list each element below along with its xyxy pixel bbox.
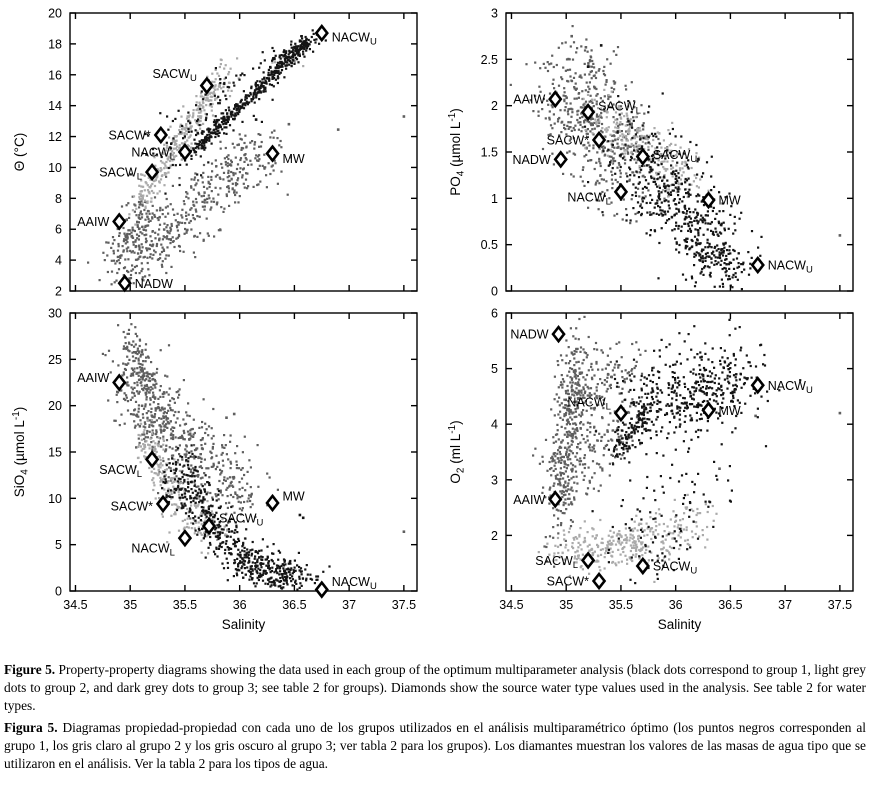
water-type-label-aaiw: AAIW <box>77 371 110 385</box>
y-tick-label: 20 <box>48 399 62 414</box>
y-tick-label: 6 <box>491 306 498 321</box>
outlier-point <box>718 467 721 470</box>
water-type-diamond-nadw <box>553 327 564 341</box>
water-type-label-mw: MW <box>282 489 305 504</box>
caption-english <box>4 661 866 714</box>
x-tick-label: 36.5 <box>282 598 307 612</box>
water-type-label-nacw-u: $NACW_U$ <box>767 378 813 396</box>
water-type-label-nacw-u: $NACW_U$ <box>767 258 813 276</box>
x-tick-label: 34.5 <box>499 598 524 612</box>
x-tick-label: 37.5 <box>391 598 417 612</box>
water-type-label-nadw: NADW <box>134 276 173 291</box>
outlier-point <box>754 415 757 418</box>
y-tick-label: 4 <box>491 417 498 432</box>
axis-tick-labels <box>447 7 498 299</box>
outlier-point <box>302 517 305 520</box>
y-tick-label: 10 <box>48 491 62 506</box>
x-axis-title: Salinity <box>221 617 266 632</box>
water-type-label-sacw-l: $SACW_L$ <box>535 553 579 571</box>
outlier-point <box>403 115 406 118</box>
y-tick-label: 10 <box>48 160 62 175</box>
outlier-point <box>299 514 302 517</box>
water-type-diamond-sacw <box>594 574 605 588</box>
water-type-diamond-sacw-u <box>637 559 648 573</box>
caption-text-english: Property-property diagrams showing the data used in each group of the optimum multiparameter analysis (black dots correspond to group 1, light grey dots to group 2, and dark grey dots to group 3; see table 2 for groups). Diamonds show the source water type values used in the analysis. See table 2 for water types. <box>4 662 866 713</box>
outlier-point <box>403 530 406 533</box>
water-type-label-nacw-l: $NACW_L$ <box>567 395 611 413</box>
y-tick-label: 20 <box>48 6 62 21</box>
x-tick-label: 36 <box>668 598 683 612</box>
water-type-label-nacw-u: $NACW_U$ <box>331 575 377 593</box>
x-axis-title: Salinity <box>657 617 702 632</box>
water-type-diamond-mw <box>267 147 278 161</box>
water-type-diamond-aaiw <box>550 92 561 106</box>
y-tick-label: 15 <box>48 445 62 460</box>
water-type-label-nadw: NADW <box>512 152 551 167</box>
water-type-label-mw: MW <box>718 193 741 208</box>
x-tick-label: 35 <box>123 598 138 612</box>
y-axis-title: $O_2$ (ml $L^{-1}$) <box>447 420 467 484</box>
caption-label-spanish: Figura 5. <box>4 720 58 736</box>
y-tick-label: 6 <box>55 222 62 237</box>
y-tick-label: 14 <box>48 99 62 114</box>
y-tick-label: 8 <box>55 191 62 206</box>
water-type-label-mw: MW <box>718 403 741 418</box>
x-tick-label: 35 <box>559 598 574 612</box>
water-type-diamond-sacw <box>155 128 166 142</box>
water-type-label-nacw-l: $NACW_L$ <box>131 541 175 559</box>
scatter-group-1 <box>592 319 802 584</box>
y-tick-label: 0 <box>55 584 62 599</box>
y-tick-label: 0 <box>491 284 498 299</box>
y-tick-label: 12 <box>48 130 62 145</box>
x-tick-label: 37.5 <box>827 598 853 612</box>
water-type-label-sacw-l: $SACW_L$ <box>598 99 641 117</box>
water-type-diamond-nacw-u <box>752 378 763 392</box>
y-tick-label: 18 <box>48 37 62 52</box>
water-type-diamond-mw <box>703 403 714 417</box>
outlier-point <box>585 46 588 49</box>
x-tick-label: 36 <box>232 598 247 612</box>
water-type-label-sacw-u: $SACW_U$ <box>652 148 698 166</box>
water-type-diamond-sacw-u <box>201 79 212 93</box>
y-tick-label: 1.5 <box>480 145 498 160</box>
x-tick-label: 35.5 <box>608 598 634 612</box>
y-tick-label: 5 <box>55 538 62 553</box>
outlier-point <box>587 65 590 68</box>
water-type-label-aaiw: AAIW <box>77 215 110 229</box>
water-type-diamond-nacw-l <box>615 185 626 199</box>
x-tick-label: 37 <box>342 598 357 612</box>
x-tick-label: 37 <box>778 598 793 612</box>
water-type-label-sacw-u: $SACW_U$ <box>152 67 197 85</box>
y-tick-label: 3 <box>491 6 498 21</box>
water-type-label-sacw: SACW* <box>108 128 151 143</box>
outlier-point <box>337 128 340 131</box>
outlier-point <box>839 234 842 237</box>
axis-tick-labels <box>12 7 62 299</box>
y-tick-label: 2 <box>55 284 62 299</box>
water-type-label-nacw-l: $NACW_L$ <box>131 145 175 163</box>
y-tick-label: 25 <box>48 352 62 367</box>
y-tick-label: 30 <box>48 306 62 321</box>
plot-svg-po4 <box>436 0 872 300</box>
water-type-diamond-nacw-u <box>752 258 763 272</box>
x-tick-label: 34.5 <box>63 598 88 612</box>
water-type-label-sacw: SACW* <box>110 499 154 514</box>
water-type-label-nacw-l: $NACW_L$ <box>567 190 611 208</box>
outlier-point <box>233 413 236 416</box>
axis-tick-labels <box>447 307 852 633</box>
water-type-label-aaiw: AAIW <box>513 492 546 507</box>
outlier-point <box>570 35 573 38</box>
plot-panel-o2-salinity <box>436 300 872 635</box>
y-tick-label: 2 <box>491 528 498 543</box>
water-type-label-sacw-l: $SACW_L$ <box>99 165 143 183</box>
caption-spanish <box>4 719 866 772</box>
outlier-point <box>288 123 291 126</box>
water-type-diamond-nacw-u <box>316 26 327 40</box>
y-tick-label: 3 <box>491 473 498 488</box>
y-tick-label: 2.5 <box>480 52 498 67</box>
water-type-diamond-nadw <box>555 152 566 166</box>
plot-svg-o2 <box>436 300 872 635</box>
x-tick-label: 36.5 <box>718 598 743 612</box>
water-type-label-nadw: NADW <box>510 327 549 342</box>
water-type-diamond-aaiw <box>114 215 125 229</box>
outlier-point <box>255 118 258 121</box>
water-type-label-sacw-l: $SACW_L$ <box>99 462 143 480</box>
water-type-diamond-nacw-l <box>615 406 626 420</box>
plot-panel-po4-salinity <box>436 0 872 300</box>
y-tick-label: 2 <box>491 99 498 114</box>
water-type-label-sacw: SACW* <box>546 133 590 148</box>
water-type-label-sacw-u: $SACW_U$ <box>219 511 264 529</box>
water-type-diamond-aaiw <box>114 376 125 390</box>
water-type-diamond-nacw-l <box>179 531 190 545</box>
y-tick-label: 0.5 <box>480 238 498 253</box>
water-type-label-nacw-u: $NACW_U$ <box>331 30 377 48</box>
caption-label-english: Figure 5. <box>4 662 56 677</box>
y-tick-label: 5 <box>491 362 498 377</box>
y-axis-title: Θ (°C) <box>12 132 27 172</box>
y-tick-label: 4 <box>55 253 62 268</box>
y-tick-label: 1 <box>491 191 498 206</box>
outlier-point <box>225 416 228 419</box>
water-type-label-sacw: SACW* <box>546 574 590 589</box>
water-type-label-aaiw: AAIW <box>513 92 546 107</box>
plot-panel-theta-salinity <box>0 0 436 300</box>
plot-svg-theta <box>0 0 436 300</box>
water-type-markers <box>77 26 377 291</box>
water-type-label-sacw-u: $SACW_U$ <box>652 559 698 577</box>
x-tick-label: 35.5 <box>172 598 198 612</box>
water-type-diamond-sacw <box>594 133 605 147</box>
plot-svg-sio4 <box>0 300 436 635</box>
outlier-point <box>839 412 842 415</box>
y-axis-title: SiO$_4$ (µmol $L^{-1}$) <box>11 406 31 498</box>
outlier-point <box>600 44 603 47</box>
plot-panel-sio4-salinity <box>0 300 436 635</box>
y-tick-label: 16 <box>48 68 62 83</box>
figure-captions <box>0 635 872 773</box>
axes-box <box>70 13 417 291</box>
water-type-label-mw: MW <box>282 152 305 167</box>
water-type-diamond-mw <box>267 496 278 510</box>
y-axis-title: $PO_4$ (µmol $L^{-1}$) <box>447 108 467 196</box>
water-type-diamond-nacw-u <box>316 583 327 597</box>
caption-text-spanish: Diagramas propiedad-propiedad con cada uno de los grupos utilizados en el análisis multiparamétrico óptimo (los puntos negros corresponden al grupo 1, los gris claro al grupo 2 y los gris oscuro al grupo 3; ver tabla 2 para los grupos). Los diamantes muestran los valores de las masas de agua tipo que se utilizaron en el análisis. Ver la tabla 2 para los tipos de agua. <box>4 720 866 772</box>
